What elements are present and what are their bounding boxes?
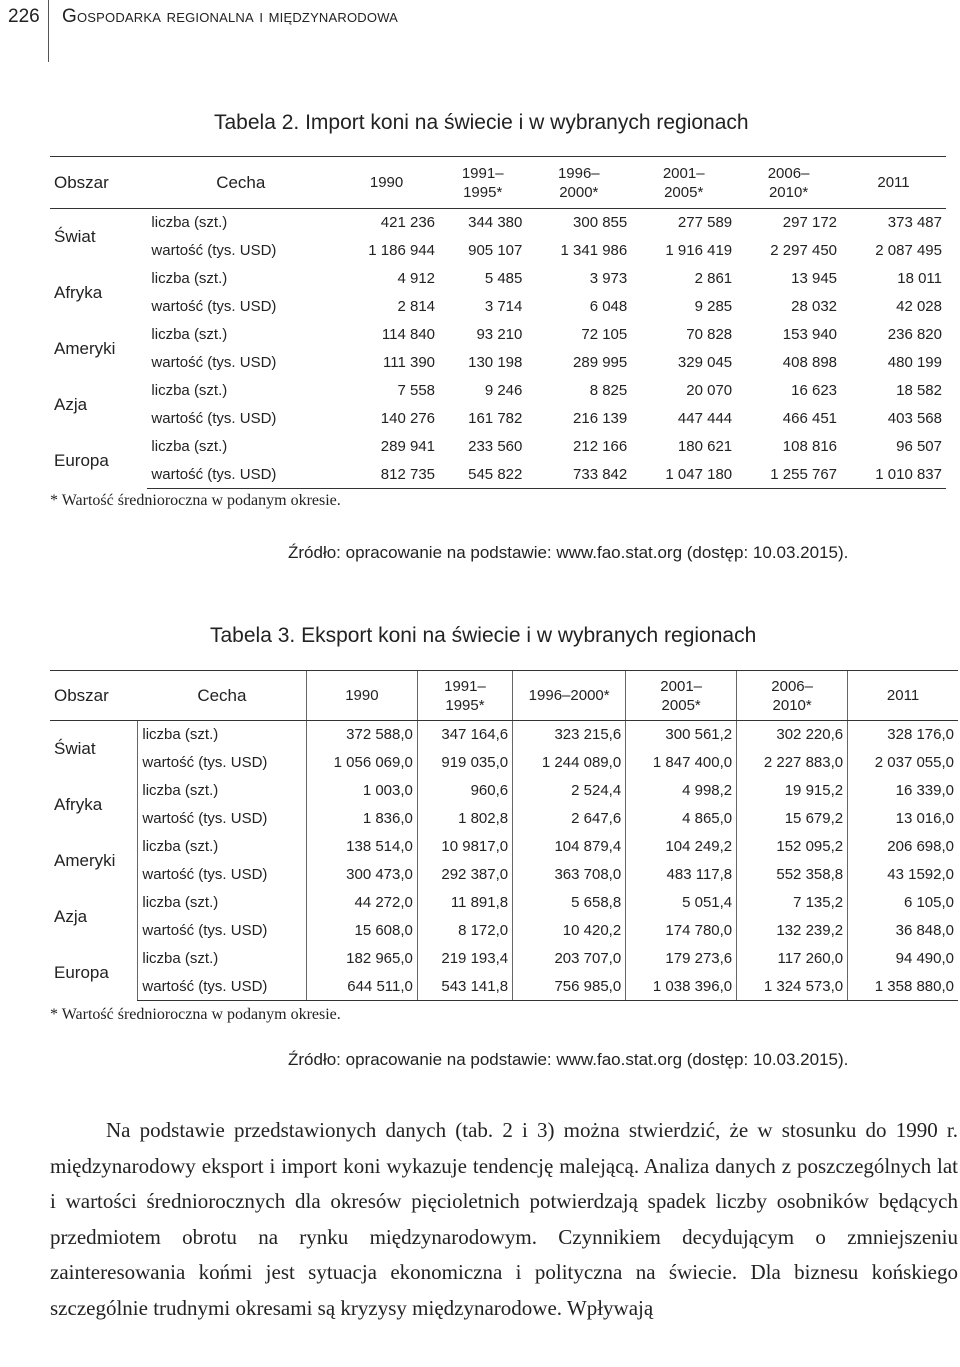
- value-cell: 3 973: [589, 270, 628, 287]
- value-cell: 1 056 069,0: [306, 749, 417, 777]
- value-cell: 138 514,0: [306, 833, 417, 861]
- table2-caption: Tabela 2. Import koni na świecie i w wybranych regionach: [214, 111, 749, 134]
- value-cell: 42 028: [896, 298, 942, 315]
- column-header: 2011: [848, 671, 958, 721]
- value-cell: 9 285: [694, 298, 733, 315]
- value-cell: 96 507: [896, 438, 942, 455]
- value-cell: 323 215,6: [513, 721, 626, 749]
- column-header: Obszar: [50, 671, 138, 721]
- area-cell: Europa: [54, 450, 109, 470]
- value-cell: 10 9817,0: [417, 833, 512, 861]
- value-cell: 16 623: [791, 382, 838, 399]
- value-cell: 161 782: [468, 410, 523, 427]
- table-row: [50, 265, 946, 293]
- value-cell: 812 735: [334, 461, 439, 489]
- table-row: [50, 433, 946, 461]
- value-cell: 219 193,4: [417, 945, 512, 973]
- value-cell: 9 246: [484, 382, 523, 399]
- value-cell: 644 511,0: [306, 973, 417, 1001]
- value-cell: 543 141,8: [417, 973, 512, 1001]
- column-header: 2001– 2005*: [626, 671, 737, 721]
- value-cell: 15 679,2: [737, 805, 848, 833]
- area-cell: Europa: [54, 962, 109, 982]
- page-number: 226: [8, 6, 40, 27]
- table-row: [50, 721, 958, 749]
- value-cell: 960,6: [417, 777, 512, 805]
- column-header: 1991– 1995*: [417, 671, 512, 721]
- value-cell: 1 186 944: [368, 242, 436, 259]
- table-row: [50, 889, 958, 917]
- value-cell: 182 965,0: [306, 945, 417, 973]
- value-cell: 297 172: [782, 214, 838, 232]
- value-cell: 6 105,0: [848, 889, 958, 917]
- feature-cell: wartość (tys. USD): [138, 749, 307, 777]
- table3-note: * Wartość średnioroczna w podanym okresie.: [50, 1006, 341, 1023]
- table3-caption: Tabela 3. Eksport koni na świecie i w wybranych regionach: [210, 624, 757, 647]
- value-cell: 1 836,0: [306, 805, 417, 833]
- value-cell: 20 070: [686, 382, 733, 399]
- value-cell: 300 473,0: [306, 861, 417, 889]
- value-cell: 905 107: [468, 242, 523, 259]
- feature-cell: wartość (tys. USD): [147, 461, 334, 489]
- feature-cell: wartość (tys. USD): [151, 242, 277, 259]
- feature-cell: liczba (szt.): [151, 214, 228, 232]
- column-header: 1996– 2000*: [526, 157, 631, 209]
- value-cell: 104 249,2: [626, 833, 737, 861]
- table2-note: * Wartość średnioroczna w podanym okresie.: [50, 492, 341, 509]
- value-cell: 43 1592,0: [848, 861, 958, 889]
- value-cell: 13 016,0: [848, 805, 958, 833]
- value-cell: 447 444: [677, 410, 733, 427]
- table-row: [50, 321, 946, 349]
- value-cell: 140 276: [380, 410, 436, 427]
- value-cell: 117 260,0: [737, 945, 848, 973]
- value-cell: 132 239,2: [737, 917, 848, 945]
- value-cell: 4 998,2: [626, 777, 737, 805]
- table-row: [50, 461, 946, 489]
- table-row: [50, 377, 946, 405]
- table3-source: Źródło: opracowanie na podstawie: www.fao.stat.org (dostęp: 10.03.2015).: [288, 1050, 849, 1069]
- value-cell: 153 940: [782, 326, 838, 343]
- value-cell: 16 339,0: [848, 777, 958, 805]
- value-cell: 1 324 573,0: [737, 973, 848, 1001]
- value-cell: 483 117,8: [626, 861, 737, 889]
- feature-cell: liczba (szt.): [138, 889, 307, 917]
- value-cell: 1 003,0: [306, 777, 417, 805]
- column-header: 1991– 1995*: [439, 157, 526, 209]
- feature-cell: wartość (tys. USD): [151, 410, 277, 427]
- value-cell: 329 045: [677, 354, 733, 371]
- value-cell: 372 588,0: [306, 721, 417, 749]
- value-cell: 5 485: [484, 270, 523, 287]
- value-cell: 114 840: [381, 326, 436, 343]
- table-row: [50, 777, 958, 805]
- value-cell: 28 032: [791, 298, 838, 315]
- value-cell: 300 561,2: [626, 721, 737, 749]
- table2-import: [50, 156, 946, 489]
- value-cell: 18 011: [897, 270, 942, 287]
- value-cell: 108 816: [782, 438, 838, 455]
- table-row: [50, 973, 958, 1001]
- feature-cell: wartość (tys. USD): [138, 917, 307, 945]
- value-cell: 11 891,8: [417, 889, 512, 917]
- value-cell: 2 297 450: [770, 242, 838, 259]
- column-header: Obszar: [50, 157, 147, 209]
- feature-cell: wartość (tys. USD): [151, 354, 277, 371]
- area-cell: Świat: [54, 738, 96, 758]
- value-cell: 70 828: [686, 326, 733, 343]
- value-cell: 328 176,0: [848, 721, 958, 749]
- table2-source: Źródło: opracowanie na podstawie: www.fao.stat.org (dostęp: 10.03.2015).: [288, 543, 849, 562]
- value-cell: 2 861: [694, 270, 733, 287]
- value-cell: 5 658,8: [513, 889, 626, 917]
- value-cell: 289 941: [380, 438, 436, 455]
- value-cell: 212 166: [573, 438, 628, 455]
- value-cell: 1 255 767: [736, 461, 841, 489]
- value-cell: 2 037 055,0: [848, 749, 958, 777]
- value-cell: 2 524,4: [513, 777, 626, 805]
- column-header: Cecha: [138, 671, 307, 721]
- column-header: 1990: [306, 671, 417, 721]
- value-cell: 216 139: [573, 410, 628, 427]
- value-cell: 18 582: [896, 382, 942, 399]
- value-cell: 344 380: [468, 214, 523, 232]
- value-cell: 277 589: [677, 214, 733, 232]
- value-cell: 466 451: [782, 410, 838, 427]
- value-cell: 10 420,2: [513, 917, 626, 945]
- value-cell: 13 945: [791, 270, 838, 287]
- area-cell: Afryka: [54, 794, 103, 814]
- body-text: [50, 1113, 958, 1326]
- value-cell: 1 802,8: [417, 805, 512, 833]
- value-cell: 36 848,0: [848, 917, 958, 945]
- feature-cell: liczba (szt.): [138, 777, 307, 805]
- header-row: [50, 671, 958, 721]
- value-cell: 15 608,0: [306, 917, 417, 945]
- area-cell: Ameryki: [54, 850, 116, 870]
- feature-cell: liczba (szt.): [151, 438, 228, 455]
- value-cell: 373 487: [887, 214, 942, 232]
- feature-cell: wartość (tys. USD): [151, 298, 277, 315]
- value-cell: 152 095,2: [737, 833, 848, 861]
- value-cell: 1 047 180: [631, 461, 736, 489]
- table-row: [50, 805, 958, 833]
- feature-cell: wartość (tys. USD): [138, 973, 307, 1001]
- value-cell: 289 995: [573, 354, 628, 371]
- feature-cell: liczba (szt.): [138, 721, 307, 749]
- table-row: [50, 405, 946, 433]
- table-row: [50, 749, 958, 777]
- value-cell: 1 010 837: [841, 461, 946, 489]
- column-header: 2011: [841, 157, 946, 209]
- value-cell: 347 164,6: [417, 721, 512, 749]
- value-cell: 2 647,6: [513, 805, 626, 833]
- value-cell: 3 714: [484, 298, 523, 315]
- value-cell: 7 135,2: [737, 889, 848, 917]
- value-cell: 1 038 396,0: [626, 973, 737, 1001]
- value-cell: 1 341 986: [560, 242, 628, 259]
- table-row: [50, 293, 946, 321]
- table-row: [50, 349, 946, 377]
- area-cell: Azja: [54, 394, 88, 414]
- value-cell: 480 199: [887, 354, 942, 371]
- table-row: [50, 917, 958, 945]
- value-cell: 1 244 089,0: [513, 749, 626, 777]
- column-header: 1996–2000*: [513, 671, 626, 721]
- value-cell: 6 048: [589, 298, 628, 315]
- value-cell: 179 273,6: [626, 945, 737, 973]
- table-row: [50, 209, 946, 237]
- value-cell: 545 822: [439, 461, 526, 489]
- feature-cell: wartość (tys. USD): [138, 805, 307, 833]
- value-cell: 733 842: [526, 461, 631, 489]
- value-cell: 2 087 495: [875, 242, 942, 259]
- body-paragraph: Na podstawie przedstawionych danych (tab. 2 i 3) można stwierdzić, że w stosunku do 1990 r. międzynarodowy eksport i import koni wykazuje tendencję malejącą. Analiza danych z poszczególnych lat i wartości średniorocznych dla okresów pięcioletnich potwierdzają spadek liczby osobników będących przedmiotem obrotu na rynku międzynarodowym. Czynnikiem decydującym o zmniejszeniu zainteresowania końmi jest sytuacja ekonomiczna i polityczna na świecie. Dla biznesu końskiego szczególnie trudnymi okresami są kryzysy międzynarodowe. Wpływają: [50, 1118, 958, 1320]
- table-row: [50, 861, 958, 889]
- value-cell: 756 985,0: [513, 973, 626, 1001]
- value-cell: 93 210: [476, 326, 523, 343]
- value-cell: 8 825: [589, 382, 628, 399]
- value-cell: 1 916 419: [665, 242, 733, 259]
- feature-cell: liczba (szt.): [138, 945, 307, 973]
- feature-cell: liczba (szt.): [138, 833, 307, 861]
- header-divider: [48, 0, 49, 62]
- value-cell: 94 490,0: [848, 945, 958, 973]
- running-head: Gospodarka regionalna i międzynarodowa: [62, 6, 399, 27]
- area-cell: Ameryki: [54, 338, 116, 358]
- column-header: Cecha: [147, 157, 334, 209]
- feature-cell: liczba (szt.): [151, 270, 228, 287]
- column-header: 2006– 2010*: [736, 157, 841, 209]
- table-row: [50, 237, 946, 265]
- area-cell: Afryka: [54, 282, 103, 302]
- feature-cell: wartość (tys. USD): [138, 861, 307, 889]
- value-cell: 8 172,0: [417, 917, 512, 945]
- value-cell: 919 035,0: [417, 749, 512, 777]
- value-cell: 174 780,0: [626, 917, 737, 945]
- area-cell: Azja: [54, 906, 88, 926]
- value-cell: 1 847 400,0: [626, 749, 737, 777]
- value-cell: 1 358 880,0: [848, 973, 958, 1001]
- value-cell: 363 708,0: [513, 861, 626, 889]
- column-header: 2001– 2005*: [631, 157, 736, 209]
- value-cell: 300 855: [573, 214, 628, 232]
- value-cell: 421 236: [380, 214, 436, 232]
- value-cell: 2 814: [397, 298, 436, 315]
- column-header: 1990: [334, 157, 439, 209]
- value-cell: 233 560: [468, 438, 523, 455]
- value-cell: 72 105: [581, 326, 628, 343]
- column-header: 2006– 2010*: [737, 671, 848, 721]
- value-cell: 203 707,0: [513, 945, 626, 973]
- value-cell: 552 358,8: [737, 861, 848, 889]
- feature-cell: liczba (szt.): [151, 382, 228, 399]
- value-cell: 2 227 883,0: [737, 749, 848, 777]
- value-cell: 236 820: [887, 326, 942, 343]
- value-cell: 180 621: [677, 438, 733, 455]
- table-row: [50, 945, 958, 973]
- table3-export: [50, 670, 958, 1001]
- page-header: [0, 0, 960, 62]
- feature-cell: liczba (szt.): [151, 326, 228, 343]
- area-cell: Świat: [54, 226, 96, 246]
- value-cell: 44 272,0: [306, 889, 417, 917]
- value-cell: 19 915,2: [737, 777, 848, 805]
- value-cell: 4 912: [397, 270, 436, 287]
- table-row: [50, 833, 958, 861]
- value-cell: 302 220,6: [737, 721, 848, 749]
- value-cell: 4 865,0: [626, 805, 737, 833]
- value-cell: 292 387,0: [417, 861, 512, 889]
- value-cell: 5 051,4: [626, 889, 737, 917]
- value-cell: 408 898: [782, 354, 838, 371]
- header-row: [50, 157, 946, 209]
- value-cell: 403 568: [887, 410, 942, 427]
- value-cell: 130 198: [468, 354, 523, 371]
- value-cell: 7 558: [397, 382, 436, 399]
- value-cell: 206 698,0: [848, 833, 958, 861]
- value-cell: 104 879,4: [513, 833, 626, 861]
- value-cell: 111 390: [383, 354, 436, 371]
